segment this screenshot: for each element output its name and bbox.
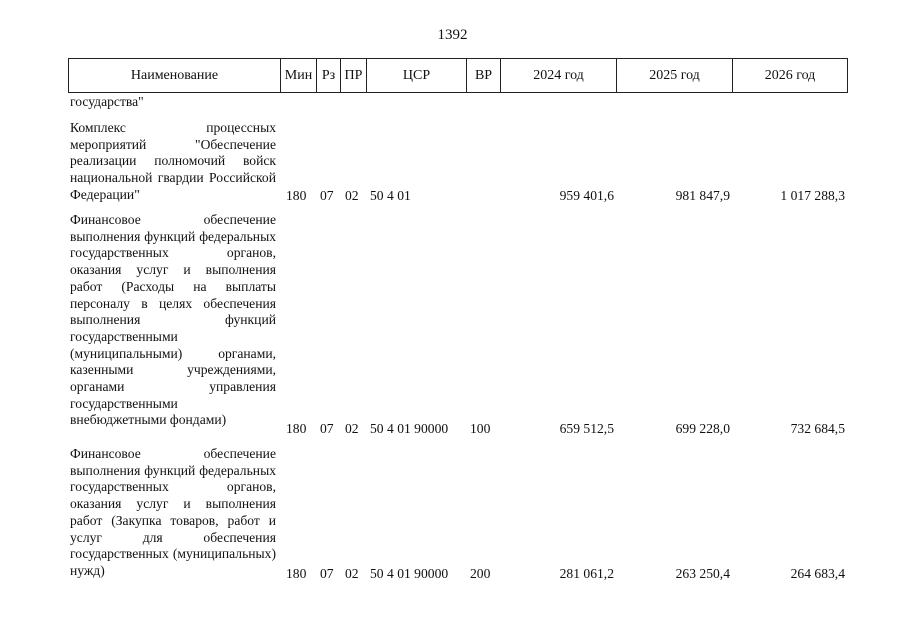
- header-csr: ЦСР: [367, 59, 467, 92]
- row-csr: 50 4 01 90000: [370, 566, 449, 581]
- row-pr: 02: [345, 566, 359, 581]
- page-number: 1392: [437, 27, 468, 43]
- row-name: Финансовое обеспечение выполнения функций федеральных государственных органов, оказания услуг и выполнения работ (Закупка товаров, работ и услуг для обеспечения государственных (муниципальных) нужд): [70, 446, 276, 578]
- row-2026: 732 684,5: [790, 421, 845, 436]
- header-2025: 2025 год: [617, 59, 733, 92]
- header-name: Наименование: [69, 59, 281, 92]
- row-rz: 07: [320, 421, 334, 436]
- row-name: Финансовое обеспечение выполнения функций федеральных государственных органов, оказания услуг и выполнения работ (Расходы на выплаты персоналу в целях обеспечения выполнения функций государственными (муниципальными) органами, казенными учреждениями, органами управления государственными внебюджетными фондами): [70, 212, 276, 428]
- header-vr: ВР: [467, 59, 501, 92]
- row-name: государства": [70, 94, 144, 109]
- header-rz: Рз: [317, 59, 341, 92]
- row-2026: 1 017 288,3: [780, 188, 845, 203]
- row-2025: 263 250,4: [675, 566, 730, 581]
- row-rz: 07: [320, 566, 334, 581]
- row-pr: 02: [345, 421, 359, 436]
- row-vr: 200: [470, 566, 491, 581]
- table-header: [68, 58, 848, 93]
- header-min: Мин: [281, 59, 317, 92]
- row-min: 180: [286, 566, 307, 581]
- row-rz: 07: [320, 188, 334, 203]
- row-2024: 959 401,6: [559, 188, 614, 203]
- row-2026: 264 683,4: [790, 566, 845, 581]
- row-2025: 981 847,9: [675, 188, 730, 203]
- row-min: 180: [286, 188, 307, 203]
- row-2024: 281 061,2: [559, 566, 614, 581]
- row-min: 180: [286, 421, 307, 436]
- row-pr: 02: [345, 188, 359, 203]
- row-csr: 50 4 01: [370, 188, 411, 203]
- row-2024: 659 512,5: [559, 421, 614, 436]
- row-name: Комплекс процессных мероприятий "Обеспечение реализации полномочий войск национальной гвардии Российской Федерации": [70, 120, 276, 202]
- header-2026: 2026 год: [764, 68, 816, 83]
- row-csr: 50 4 01 90000: [370, 421, 449, 436]
- header-2024: 2024 год: [501, 59, 617, 92]
- row-2025: 699 228,0: [675, 421, 730, 436]
- header-pr: ПР: [341, 59, 367, 92]
- row-vr: 100: [470, 421, 491, 436]
